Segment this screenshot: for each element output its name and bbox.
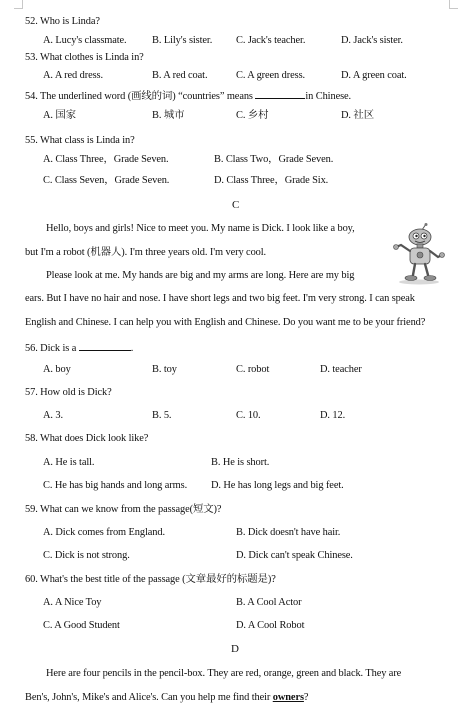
q56-option-d: D. teacher [320,364,362,375]
q52-option-a: A. Lucy's classmate. [43,35,127,46]
q57-option-b: B. 5. [152,410,172,421]
q56-option-b: B. toy [152,364,177,375]
passage-c-line-3: Please look at me. My hands are big and my arms are long. Here are my big [46,270,355,281]
q56-answer-blank [79,341,131,351]
passage-c-line-5: English and Chinese. I can help you with English and Chinese. Do you want me to be your friend? [25,317,426,328]
q54-option-b: B. 城市 [152,110,185,121]
q54-option-a: A. 国家 [43,110,76,121]
q54-stem [25,89,351,103]
corner-mark-right [449,0,458,9]
passage-d-line-1: Here are four pencils in the pencil-box. They are red, orange, green and black. They are [46,668,402,679]
q54-stem-end: in Chinese. [305,91,352,102]
q60-option-c: C. A Good Student [43,620,120,631]
passage-d-line-2-end: ? [303,692,309,703]
q54-stem-text: 54. The underlined word (画线的词) “countries” means [25,91,253,102]
q58-option-a: A. He is tall. [43,457,95,468]
q59-option-d: D. Dick can't speak Chinese. [236,550,353,561]
q53-option-d: D. A green coat. [341,70,407,81]
section-c-heading: C [232,199,240,211]
q55-option-b: B. Class Two，Grade Seven. [214,154,334,165]
q54-option-d: D. 社区 [341,110,374,121]
q58-option-c: C. He has big hands and long arms. [43,480,188,491]
q59-option-b: B. Dick doesn't have hair. [236,527,341,538]
q59-option-a: A. Dick comes from England. [43,527,165,538]
q55-option-c: C. Class Seven，Grade Seven. [43,175,170,186]
section-d-heading: D [231,643,239,655]
q59-stem: 59. What can we know from the passage(短文)? [25,504,222,515]
q57-option-a: A. 3. [43,410,63,421]
underlined-word-owners: owners [272,692,304,703]
q58-stem: 58. What does Dick look like? [25,433,149,444]
robot-illustration [393,223,445,285]
passage-d-line-2-text: Ben's, John's, Mike's and Alice's. Can you help me find their [25,692,271,703]
corner-mark-left [14,0,23,9]
q52-stem: 52. Who is Linda? [25,16,100,27]
q60-option-d: D. A Cool Robot [236,620,305,631]
passage-d-line-2 [25,692,308,704]
q57-stem: 57. How old is Dick? [25,387,112,398]
q55-stem: 55. What class is Linda in? [25,135,135,146]
q55-option-d: D. Class Three，Grade Six. [214,175,329,186]
q60-option-b: B. A Cool Actor [236,597,302,608]
q57-option-d: D. 12. [320,410,346,421]
q53-option-b: B. A red coat. [152,70,208,81]
q53-option-c: C. A green dress. [236,70,306,81]
q60-stem: 60. What's the best title of the passage (文章最好的标题是)? [25,574,276,585]
q56-option-a: A. boy [43,364,71,375]
q53-option-a: A. A red dress. [43,70,103,81]
q52-option-c: C. Jack's teacher. [236,35,306,46]
q56-stem-end: . [130,343,134,354]
q59-option-c: C. Dick is not strong. [43,550,130,561]
q60-option-a: A. A Nice Toy [43,597,102,608]
q58-option-d: D. He has long legs and big feet. [211,480,344,491]
q57-option-c: C. 10. [236,410,261,421]
q53-stem: 53. What clothes is Linda in? [25,52,144,63]
q52-option-d: D. Jack's sister. [341,35,403,46]
q56-stem-text: 56. Dick is a [25,343,77,354]
q52-option-b: B. Lily's sister. [152,35,213,46]
q54-answer-blank [255,89,305,99]
q56-stem [25,341,133,355]
passage-c-line-1: Hello, boys and girls! Nice to meet you. My name is Dick. I look like a boy, [46,223,355,234]
passage-c-line-4: ears. But I have no hair and nose. I have short legs and two big feet. I'm very strong. I can speak [25,293,415,304]
q55-option-a: A. Class Three，Grade Seven. [43,154,169,165]
q58-option-b: B. He is short. [211,457,270,468]
q56-option-c: C. robot [236,364,270,375]
passage-c-line-2: but I'm a robot (机器人). I'm three years old. I'm very cool. [25,247,267,258]
q54-option-c: C. 乡村 [236,110,269,121]
